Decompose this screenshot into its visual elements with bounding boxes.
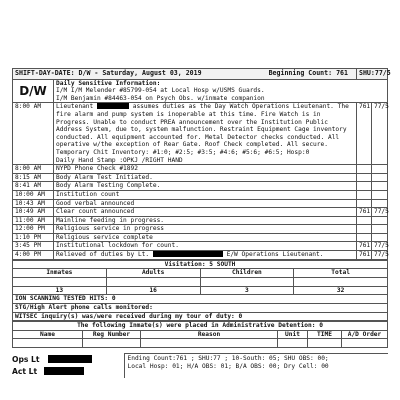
log-text: Religious service complete — [54, 233, 357, 242]
visitation-header: Inmates — [13, 269, 107, 278]
visitation-header: Adults — [106, 269, 200, 278]
admin-title-row — [13, 322, 388, 331]
daily-sensitive-info — [54, 79, 388, 103]
ops-lt-label: Ops Lt — [12, 354, 40, 364]
shift-code: D/W — [13, 79, 54, 103]
log-text: Institution count — [54, 190, 357, 199]
daily-sensitive-line: I/M Benjamin #84463-054 on Psych Obs. w/inmate companion — [56, 94, 265, 102]
daily-sensitive-title: Daily Sensitive Information: — [56, 79, 161, 87]
log-text-pre: Lieutenant — [56, 103, 94, 111]
log-entry-row — [13, 199, 388, 208]
shift-day-date-text: SHIFT-DAY-DATE: D/W - Saturday, August 03, 2019 — [15, 69, 202, 77]
log-text: Religious service in progress — [54, 225, 357, 234]
log-text: Good verbal announced — [54, 199, 357, 208]
redaction-bar — [44, 367, 84, 375]
log-text-last: Daily Hand Stamp :OPKJ /RIGHT HAND — [56, 156, 183, 164]
visitation-value: 3 — [200, 286, 294, 295]
visitation-spacer-row — [13, 277, 388, 286]
log-time: 8:00 AM — [13, 165, 54, 174]
witsec-inquiry: WITSEC inquiry(s) was/were received during my tour of duty: 0 — [13, 312, 388, 321]
log-time: 11:00 AM — [13, 216, 54, 225]
admin-header-row — [13, 330, 388, 339]
log-time: 12:00 PM — [13, 225, 54, 234]
signature-block — [12, 353, 388, 378]
log-count: 761 — [356, 251, 371, 260]
log-time: 8:41 AM — [13, 182, 54, 191]
log-count — [356, 225, 371, 234]
log-text: NYPD Phone Check #1892 — [54, 165, 357, 174]
ion-row — [13, 295, 388, 304]
admin-header: Name — [13, 330, 83, 339]
admin-header: Reason — [141, 330, 278, 339]
ion-scanning: ION SCANNING TESTED HITS: 0 — [13, 295, 388, 304]
visitation-value: 32 — [294, 286, 388, 295]
stg-row — [13, 304, 388, 313]
beginning-count: Beginning Count: 761 — [268, 69, 348, 77]
admin-header: A/D Order — [342, 330, 388, 339]
log-time: 8:00 AM — [13, 103, 54, 165]
visitation-value: 16 — [106, 286, 200, 295]
log-count — [356, 199, 371, 208]
visitation-header: Total — [294, 269, 388, 278]
log-count — [356, 233, 371, 242]
ending-count-box — [124, 354, 388, 378]
log-shu: 77/5 — [371, 103, 387, 165]
daily-sensitive-row — [13, 79, 388, 103]
log-time: 10:43 AM — [13, 199, 54, 208]
log-shu — [371, 216, 387, 225]
admin-detention-title: The following Inmate(s) were placed in Administrative Detention: 0 — [13, 322, 388, 331]
redaction-bar — [48, 355, 92, 363]
shift-log-document — [12, 68, 391, 378]
log-count — [356, 190, 371, 199]
admin-header: Reg Number — [83, 330, 141, 339]
log-count — [356, 173, 371, 182]
visitation-title-row — [13, 260, 388, 269]
redaction-bar — [153, 251, 223, 257]
admin-empty-row — [13, 339, 388, 348]
log-time: 1:10 PM — [13, 233, 54, 242]
log-text: Body Alarm Testing Complete. — [54, 182, 357, 191]
act-lt-label: Act Lt — [12, 366, 38, 376]
log-text-post: E/W Operations Lieutenant. — [226, 251, 324, 259]
log-entry-row — [13, 173, 388, 182]
log-shu: 77/5 — [371, 242, 387, 251]
shift-header-row — [13, 69, 388, 80]
log-entry-row — [13, 225, 388, 234]
ending-count-line: Local Hosp: 01; H/A OBS: 01; B/A OBS: 00; Dry Cell: 00 — [127, 363, 329, 370]
log-count: 761 — [356, 103, 371, 165]
log-text-pre: Relieved of duties by Lt. — [56, 251, 150, 259]
admin-detention-table — [12, 321, 388, 348]
signature-row — [12, 354, 388, 378]
log-count — [356, 182, 371, 191]
log-shu — [371, 173, 387, 182]
log-text: Institutional lockdown for count. — [54, 242, 357, 251]
signature-labels — [12, 354, 124, 378]
log-text: Mainline feeding in progress. — [54, 216, 357, 225]
log-time: 10:00 AM — [13, 190, 54, 199]
log-shu — [371, 199, 387, 208]
daily-sensitive-line: I/M I/M Melender #85799-054 at Local Hosp w/USMS Guards. — [56, 87, 265, 95]
log-count: 761 — [356, 242, 371, 251]
log-text-post: assumes duties as the Day Watch Operations Lieutenant. The fire alarm and pump system is inoperable at this time. Fire Watch is in Progress. Unable to conduct PREA announcement over the Institution Public Address System, due to, system malfunction. Restraint Equipment Cage inventory conducted. All equipment accounted for. Metal Detector checks conducted. All operative w/the exception of Rear Gate. Roof Check completed. All secure. Temporary Chit Inventory: #1:0; #2:5; #3:5; #4:6; #5:6; #6:5; Hosp:0 — [56, 103, 349, 156]
log-text — [54, 251, 357, 260]
log-entry-row — [13, 242, 388, 251]
log-count — [356, 165, 371, 174]
log-shu — [371, 233, 387, 242]
admin-header: Unit — [278, 330, 308, 339]
shu-count: SHU:77/5 — [356, 69, 387, 80]
log-text — [54, 103, 357, 165]
log-time: 8:15 AM — [13, 173, 54, 182]
log-text: Body Alarm Test Initiated. — [54, 173, 357, 182]
shift-day-date — [13, 69, 357, 80]
stg-calls: STG/High Alert phone calls monitored: — [13, 304, 388, 313]
log-shu — [371, 182, 387, 191]
ending-count-line: Ending Count:761 ; SHU:77 ; 10-South: 05; SHU OBS: 00; — [127, 355, 329, 363]
log-entry-row — [13, 182, 388, 191]
log-entry-row — [13, 190, 388, 199]
visitation-values-row — [13, 286, 388, 295]
shift-log-table — [12, 68, 391, 260]
log-time: 4:00 PM — [13, 251, 54, 260]
visitation-title: Visitation: 5 SOUTH — [13, 260, 388, 269]
log-time: 10:49 AM — [13, 208, 54, 217]
log-entry-row — [13, 251, 388, 260]
log-count: 761 — [356, 208, 371, 217]
log-shu: 77/5 — [371, 251, 387, 260]
log-shu: 77/5 — [371, 208, 387, 217]
admin-header: TIME — [308, 330, 342, 339]
redaction-bar — [97, 103, 129, 109]
log-shu — [371, 165, 387, 174]
ops-lt-line — [12, 354, 124, 366]
log-count — [356, 216, 371, 225]
log-entry-row — [13, 233, 388, 242]
log-entry-row — [13, 165, 388, 174]
act-lt-line — [12, 366, 124, 378]
visitation-header-row — [13, 269, 388, 278]
witsec-row — [13, 312, 388, 321]
log-entry-row — [13, 216, 388, 225]
visitation-table — [12, 260, 388, 322]
log-text: Clear count announced — [54, 208, 357, 217]
log-entry-row — [13, 208, 388, 217]
log-entry-row — [13, 103, 388, 165]
log-shu — [371, 190, 387, 199]
visitation-value: 13 — [13, 286, 107, 295]
log-shu — [371, 225, 387, 234]
visitation-header: Children — [200, 269, 294, 278]
log-time: 3:45 PM — [13, 242, 54, 251]
